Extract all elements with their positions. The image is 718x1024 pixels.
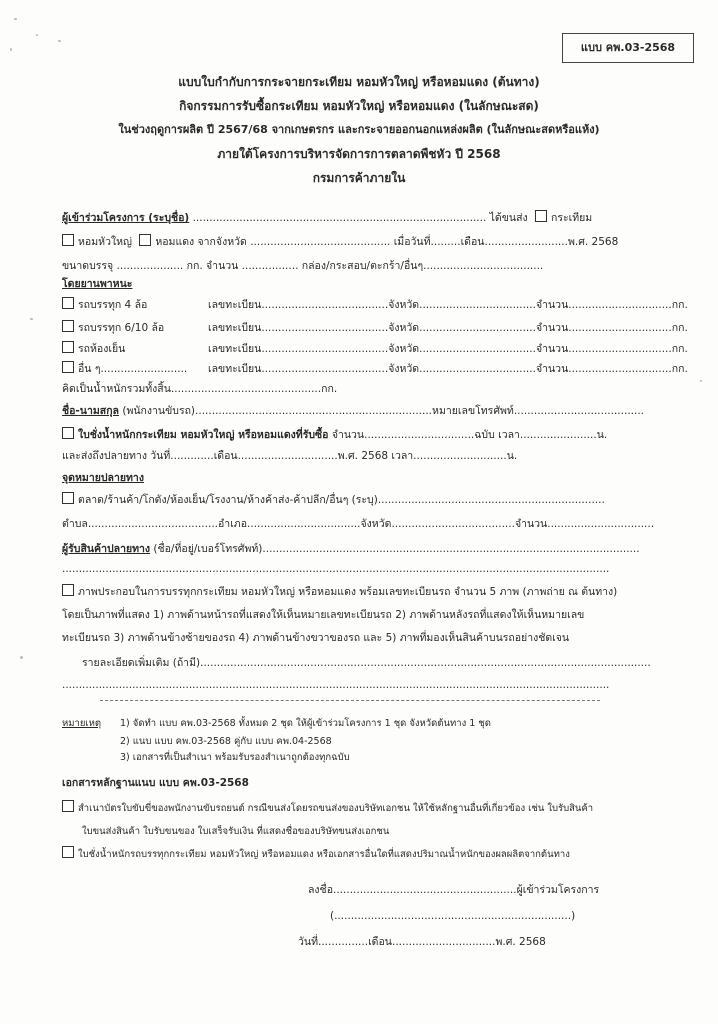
attachment-item-1-cont: ใบขนส่งสินค้า ใบรับขนของ ใบเสร็จรับเงิน ที่แสดงชื่อของบริษัทขนส่งเอกชน <box>82 826 390 837</box>
province-label: จังหวัด <box>388 343 420 355</box>
participant-label: ผู้เข้าร่วมโครงการ (ระบุชื่อ) <box>62 212 190 224</box>
weight-slip-row <box>62 427 607 443</box>
province-field[interactable]: ................................... <box>419 299 536 311</box>
arrival-time-field[interactable]: ............................ <box>413 450 507 462</box>
count-field[interactable]: ................................. <box>364 429 475 441</box>
receiver-field[interactable]: ................................................................................................................. <box>262 543 640 555</box>
receiver-sub-label: (ชื่อ/ที่อยู่/เบอร์โทรศัพท์) <box>153 543 263 555</box>
title-line-4: ภายใต้โครงการบริหารจัดการการตลาดพืชหัว ปี 2568 <box>217 147 501 161</box>
driver-sub-label: (พนักงานขับรถ) <box>122 405 196 417</box>
amount-label: จำนวน <box>535 343 569 355</box>
kg-label: กก. <box>671 299 688 311</box>
destination-options-row <box>62 492 605 508</box>
participant-row <box>62 210 592 226</box>
scan-speck <box>36 34 38 36</box>
vehicle-fields <box>208 297 688 313</box>
notes-row-1 <box>62 716 101 732</box>
arrival-month-field[interactable]: .............................. <box>237 450 338 462</box>
amount-label: จำนวน <box>535 299 569 311</box>
vehicle-type-label: รถห้องเย็น <box>78 343 126 355</box>
details-extra-line[interactable]: .................................................................................................................................................................... <box>62 679 610 691</box>
plate-field[interactable]: ...................................... <box>261 363 389 375</box>
attachment-item-1-text: สำเนาบัตรใบขับขี่ของพนักงานขับรถยนต์ กรณีขนส่งโดยรถขนส่งของบริษัทเอกชน ให้ใช้หลักฐานอื่นที่เกี่ยวข้อง เช่น ใบรับสินค้า <box>78 803 594 814</box>
kg-label: กก. <box>671 322 688 334</box>
plate-field[interactable]: ...................................... <box>261 343 389 355</box>
receiver-row <box>62 541 640 557</box>
weight-slip-checkbox[interactable] <box>62 427 74 439</box>
shallot-label: หอมแดง จากจังหวัด <box>155 236 247 248</box>
receiver-label: ผู้รับสินค้าปลายทาง <box>62 543 151 555</box>
amount-field[interactable]: ............................... <box>568 322 672 334</box>
scan-speck <box>10 48 12 51</box>
cold-truck-checkbox[interactable] <box>62 341 74 353</box>
title-line-2: กิจกรรมการรับซื้อกระเทียม หอมหัวใหญ่ หรือหอมแดง (ในลักษณะสด) <box>179 99 539 113</box>
section-divider <box>100 700 600 701</box>
kg-qty-label: กก. จำนวน <box>186 260 239 272</box>
produce-row <box>62 234 618 250</box>
destination-heading: จุดหมายปลายทาง <box>62 472 144 484</box>
note-item-3: 3) เอกสารที่เป็นสำเนา พร้อมรับรองสำเนาถูกต้องทุกฉบับ <box>120 752 350 763</box>
total-weight-label: คิดเป็นน้ำหนักรวมทั้งสิ้น <box>62 383 171 395</box>
vehicle-row-6wheel <box>62 320 164 336</box>
scan-speck <box>20 656 23 659</box>
garlic-checkbox[interactable] <box>535 210 547 222</box>
district-label: อำเภอ <box>218 518 248 530</box>
details-row <box>82 655 651 671</box>
arrival-row <box>62 448 517 464</box>
province-label: จังหวัด <box>388 299 420 311</box>
arrival-month-label: เดือน <box>213 450 238 462</box>
pack-size-field[interactable]: .................... <box>116 260 184 272</box>
vehicle-fields <box>208 341 688 357</box>
phone-label: หมายเลขโทรศัพท์ <box>432 405 514 417</box>
notes-label: หมายเหตุ <box>62 718 102 729</box>
receiver-extra-line[interactable]: .................................................................................................................................................................... <box>62 563 610 575</box>
month-label: เดือน <box>460 236 485 248</box>
qty-field[interactable]: ................. <box>241 260 299 272</box>
printed-name-field[interactable]: (.......................................................................) <box>330 910 576 922</box>
onion-label: หอมหัวใหญ่ <box>78 236 132 248</box>
photos-line-1: ภาพประกอบในการบรรทุกกระเทียม หอมหัวใหญ่ หรือหอมแดง พร้อมเลขทะเบียนรถ จำนวน 5 ภาพ (ภาพถ่าย ณ ต้นทาง) <box>78 586 618 598</box>
title-line-1: แบบใบกำกับการกระจายกระเทียม หอมหัวใหญ่ หรือหอมแดง (ต้นทาง) <box>178 75 540 89</box>
attachment-item-1 <box>62 800 593 816</box>
scan-speck <box>58 40 61 42</box>
shipped-label: ได้ขนส่ง <box>489 212 528 224</box>
origin-province-field[interactable]: .......................................... <box>250 236 391 248</box>
destination-checkbox[interactable] <box>62 492 74 504</box>
arrival-label: และส่งถึงปลายทาง วันที่ <box>62 450 171 462</box>
plate-label: เลขทะเบียน <box>208 322 262 334</box>
province-field[interactable]: ................................... <box>419 343 536 355</box>
vehicle-fields <box>208 361 688 377</box>
pack-size-label: ขนาดบรรจุ <box>62 260 114 272</box>
details-label: รายละเอียดเพิ่มเติม (ถ้ามี) <box>82 657 201 669</box>
participant-name-field[interactable]: ........................................................................................ <box>192 212 487 224</box>
vehicle-row-cold <box>62 341 125 357</box>
kg-label: กก. <box>671 363 688 375</box>
driver-name-field[interactable]: ....................................................................... <box>195 405 433 417</box>
pack-row <box>62 258 543 274</box>
title-line-5: กรมการค้าภายใน <box>312 171 406 185</box>
scan-speck <box>700 380 702 382</box>
sign-label: ลงชื่อ <box>308 884 333 896</box>
attachments-heading: เอกสารหลักฐานแนบ แบบ คพ.03-2568 <box>62 777 249 789</box>
truck-6-10-checkbox[interactable] <box>62 320 74 332</box>
subdistrict-label: ตำบล <box>62 518 88 530</box>
plate-field[interactable]: ...................................... <box>261 322 389 334</box>
total-weight-field[interactable]: ............................................. <box>170 383 322 395</box>
amount-field[interactable]: ............................... <box>568 363 672 375</box>
dest-province-label: จังหวัด <box>360 518 392 530</box>
sign-date-label: วันที่ <box>298 936 318 948</box>
other-vehicle-field[interactable]: .......................... <box>100 363 188 375</box>
day-field[interactable]: ......... <box>430 236 461 248</box>
vehicle-fields <box>208 320 688 336</box>
amount-field[interactable]: ............................... <box>568 343 672 355</box>
signer-role-label: ผู้เข้าร่วมโครงการ <box>516 884 600 896</box>
garlic-label: กระเทียม <box>550 212 593 224</box>
plate-label: เลขทะเบียน <box>208 363 262 375</box>
total-unit-label: กก. <box>321 383 338 395</box>
onion-checkbox[interactable] <box>62 234 74 246</box>
attachment-item-2 <box>62 846 570 862</box>
dest-amount-field[interactable]: ................................ <box>547 518 655 530</box>
driver-label: ชื่อ-นามสกุล <box>62 405 119 417</box>
signature-row <box>308 882 599 898</box>
year-label: พ.ศ. 2568 <box>567 236 619 248</box>
total-weight-row <box>62 381 337 397</box>
details-field[interactable]: ....................................................................................................................................... <box>200 657 651 669</box>
form-code-box: แบบ คพ.03-2568 <box>562 33 694 63</box>
vehicle-row-4wheel <box>62 297 147 313</box>
plate-field[interactable]: ...................................... <box>261 299 389 311</box>
note-item-2: 2) แนบ แบบ คพ.03-2568 คู่กับ แบบ คพ.04-2568 <box>120 736 332 747</box>
signature-date-row <box>298 934 546 950</box>
amount-label: จำนวน <box>535 363 569 375</box>
other-vehicle-checkbox[interactable] <box>62 361 74 373</box>
dest-province-field[interactable]: ..................................... <box>391 518 515 530</box>
signature-field[interactable]: ....................................................... <box>333 884 517 896</box>
province-field[interactable]: ................................... <box>419 322 536 334</box>
month-field[interactable]: ......................... <box>484 236 568 248</box>
sign-month-field[interactable]: ............................... <box>391 936 496 948</box>
copies-time-label: ฉบับ เวลา <box>474 429 520 441</box>
vehicle-type-label: รถบรรทุก 6/10 ล้อ <box>78 322 165 334</box>
scan-speck <box>30 318 33 320</box>
scan-speck <box>14 18 17 20</box>
weight-ticket-checkbox[interactable] <box>62 846 74 858</box>
photos-line-2: โดยเป็นภาพที่แสดง 1) ภาพด้านหน้ารถที่แสดงให้เห็นหมายเลขทะเบียนรถ 2) ภาพด้านหลังรถที่แสดงให้เห็นหมายเลข <box>62 609 585 621</box>
driver-license-checkbox[interactable] <box>62 800 74 812</box>
sign-year-label: พ.ศ. 2568 <box>495 936 546 948</box>
arrival-day-field[interactable]: ............. <box>170 450 214 462</box>
plate-label: เลขทะเบียน <box>208 299 262 311</box>
vehicle-type-label: อื่น ๆ <box>78 363 101 375</box>
note-item-1: 1) จัดทำ แบบ คพ.03-2568 ทั้งหมด 2 ชุด ให้ผู้เข้าร่วมโครงการ 1 ชุด จังหวัดต้นทาง 1 ชุด <box>120 718 491 729</box>
weight-slip-label: ใบชั่งน้ำหนักกระเทียม หอมหัวใหญ่ หรือหอมแดงที่รับซื้อ <box>78 429 329 441</box>
province-field[interactable]: ................................... <box>419 363 536 375</box>
vehicle-heading: โดยยานพาหนะ <box>62 278 133 290</box>
attachment-item-2-text: ใบชั่งน้ำหนักรถบรรทุกกระเทียม หอมหัวใหญ่ หรือหอมแดง หรือเอกสารอื่นใดที่แสดงปริมาณน้ำหนักของผลผลิตจากต้นทาง <box>78 849 570 860</box>
title-line-3: ในช่วงฤดูการผลิต ปี 2567/68 จากเกษตรกร และกระจายออกนอกแหล่งผลิต (ในลักษณะสดหรือแห้ง) <box>118 123 600 136</box>
province-label: จังหวัด <box>388 322 420 334</box>
amount-field[interactable]: ............................... <box>568 299 672 311</box>
truck-4-checkbox[interactable] <box>62 297 74 309</box>
count-label: จำนวน <box>331 429 365 441</box>
arrival-year-label: พ.ศ. 2568 เวลา <box>337 450 414 462</box>
destination-options-label: ตลาด/ร้านค้า/โกดัง/ห้องเย็น/โรงงาน/ห้างค้าส่ง-ค้าปลีก/อื่นๆ (ระบุ) <box>78 494 378 506</box>
vehicle-type-label: รถบรรทุก 4 ล้อ <box>78 299 148 311</box>
province-label: จังหวัด <box>388 363 420 375</box>
container-other-field[interactable]: .................................... <box>423 260 544 272</box>
shallot-checkbox[interactable] <box>139 234 151 246</box>
arrival-hour-label: น. <box>506 450 518 462</box>
vehicle-row-other <box>62 361 187 377</box>
amount-label: จำนวน <box>535 322 569 334</box>
time-field[interactable]: ....................... <box>519 429 597 441</box>
photos-row <box>62 584 617 600</box>
hour-label: น. <box>596 429 608 441</box>
photos-checkbox[interactable] <box>62 584 74 596</box>
phone-field[interactable]: ....................................... <box>513 405 645 417</box>
destination-specify-field[interactable]: .................................................................... <box>377 494 605 506</box>
containers-label: กล่อง/กระสอบ/ตะกร้า/อื่นๆ <box>301 260 424 272</box>
dest-amount-label: จำนวน <box>514 518 548 530</box>
destination-address-row <box>62 516 654 532</box>
plate-label: เลขทะเบียน <box>208 343 262 355</box>
kg-label: กก. <box>671 343 688 355</box>
photos-line-3: ทะเบียนรถ 3) ภาพด้านข้างซ้ายของรถ 4) ภาพด้านข้างขวาของรถ และ 5) ภาพที่มองเห็นสินค้าบนรถอย่างชัดเจน <box>62 632 570 644</box>
subdistrict-field[interactable]: ....................................... <box>87 518 218 530</box>
sign-day-field[interactable]: ............... <box>318 936 369 948</box>
district-field[interactable]: .................................. <box>247 518 361 530</box>
on-date-label: เมื่อวันที่ <box>393 236 431 248</box>
sign-month-label: เดือน <box>368 936 392 948</box>
driver-row <box>62 403 644 419</box>
